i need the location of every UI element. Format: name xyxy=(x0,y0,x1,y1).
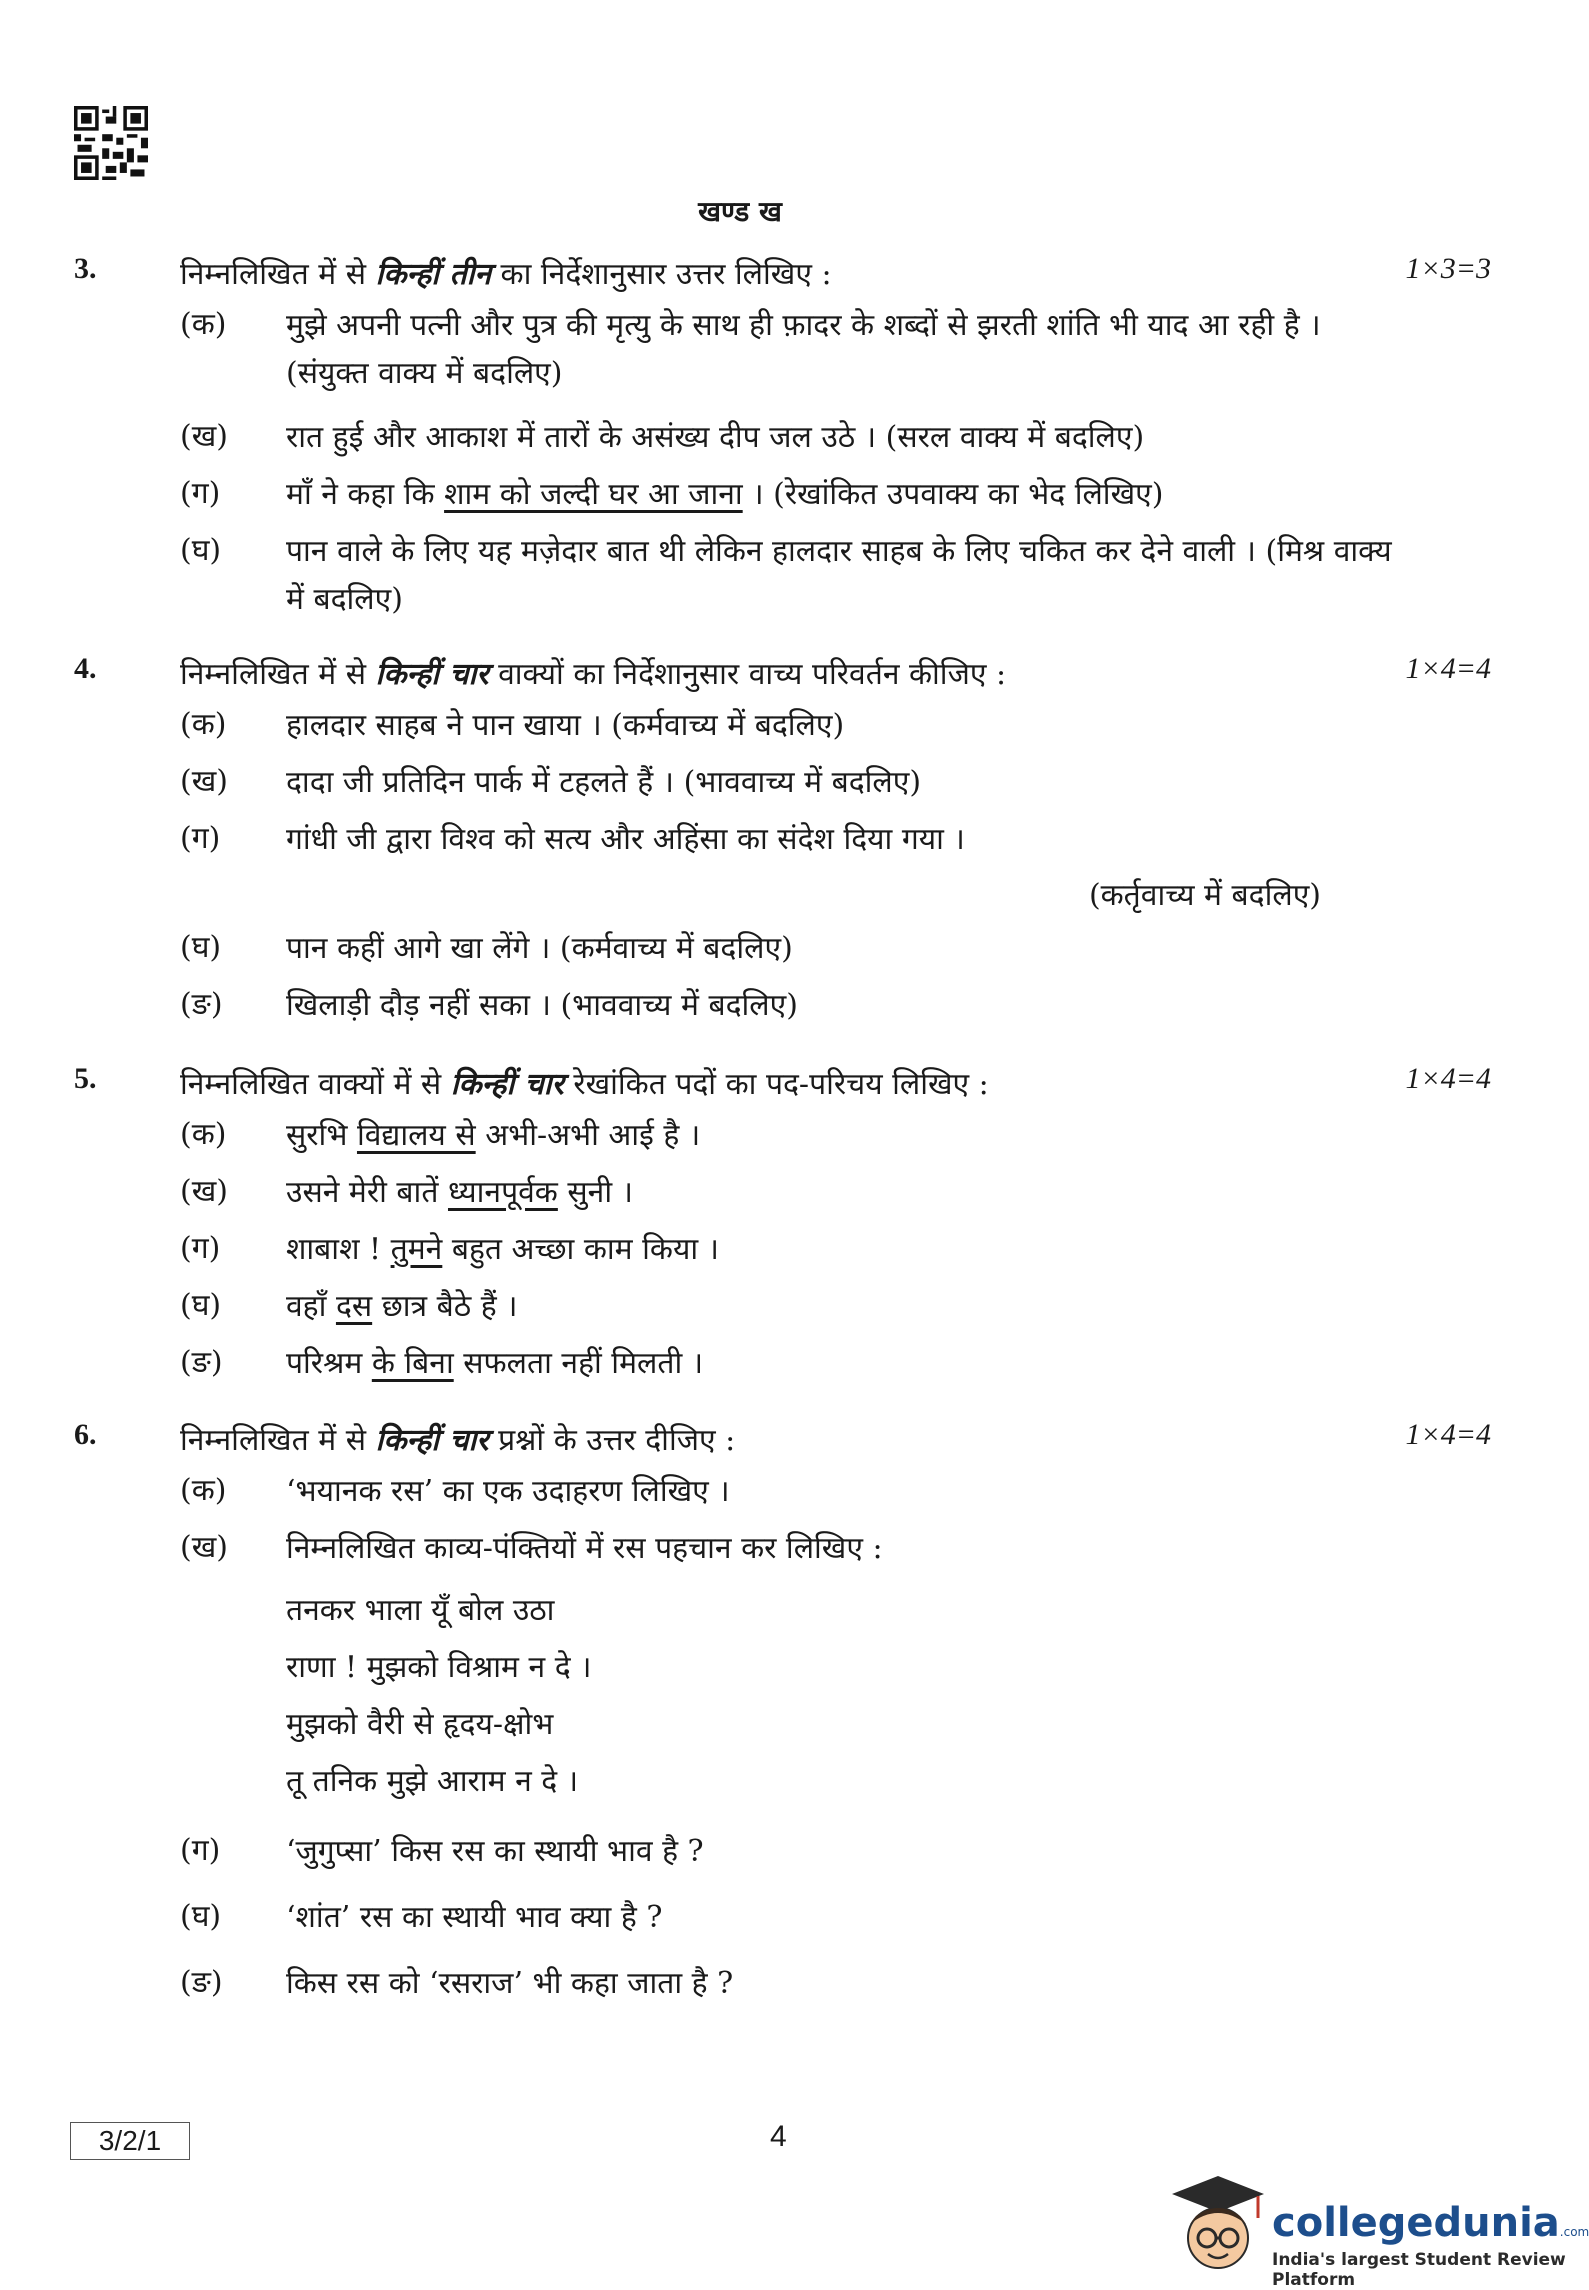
sub-question-gha xyxy=(0,1283,1571,1333)
sub-text: निम्नलिखित काव्य-पंक्तियों में रस पहचान कर लिखिए : xyxy=(286,1531,883,1566)
sub-label: (ख) xyxy=(180,1174,228,1209)
question-6 xyxy=(0,1418,1571,2017)
sub-text: माँ ने कहा कि शाम को जल्दी घर आ जाना । (रेखांकित उपवाक्य का भेद लिखिए) xyxy=(286,477,1164,512)
poem-line: मुझको वैरी से हृदय-क्षोभ xyxy=(286,1707,554,1742)
sub-label: (ङ) xyxy=(180,1965,223,2000)
sub-question-kha xyxy=(0,1525,1571,1575)
poem-line: तू तनिक मुझे आराम न दे । xyxy=(286,1764,579,1799)
sub-label: (ग) xyxy=(180,1833,221,1868)
question-number: 6. xyxy=(74,1418,97,1451)
sub-text: रात हुई और आकाश में तारों के असंख्य दीप जल उठे । (सरल वाक्य में बदलिए) xyxy=(286,420,1145,455)
sub-text: शाबाश ! तुमने बहुत अच्छा काम किया । xyxy=(286,1232,720,1267)
underlined-clause: शाम को जल्दी घर आ जाना xyxy=(444,477,743,512)
sub-label: (ङ) xyxy=(180,1345,223,1380)
question-text: निम्नलिखित वाक्यों में से किन्हीं चार रेखांकित पदों का पद-परिचय लिखिए : xyxy=(180,1067,989,1102)
sub-question-ka xyxy=(0,1468,1571,1518)
sub-text: ‘भयानक रस’ का एक उदाहरण लिखिए । xyxy=(286,1474,730,1509)
sub-label: (ख) xyxy=(180,764,228,799)
sub-question-nga xyxy=(0,1960,1571,2010)
sub-text: वहाँ दस छात्र बैठे हैं । xyxy=(286,1289,518,1324)
question-number: 4. xyxy=(74,652,97,685)
sub-text: ‘शांत’ रस का स्थायी भाव क्या है ? xyxy=(286,1900,663,1935)
sub-text: उसने मेरी बातें ध्यानपूर्वक सुनी । xyxy=(286,1175,634,1210)
sub-question-ga xyxy=(0,816,1571,866)
sub-question-nga xyxy=(0,982,1571,1032)
sub-text: सुरभि विद्यालय से अभी-अभी आई है । xyxy=(286,1118,701,1153)
sub-label: (ग) xyxy=(180,1231,221,1266)
qr-code xyxy=(74,106,148,180)
question-number: 3. xyxy=(74,252,97,285)
sub-label: (ग) xyxy=(180,476,221,511)
sub-label: (घ) xyxy=(180,930,222,965)
question-marks: 1×3=3 xyxy=(1405,252,1491,285)
question-text: निम्नलिखित में से किन्हीं चार वाक्यों का निर्देशानुसार वाच्य परिवर्तन कीजिए : xyxy=(180,657,1007,692)
sub-label: (ग) xyxy=(180,821,221,856)
sub-question-ga xyxy=(0,1226,1571,1276)
underlined-word: के बिना xyxy=(371,1346,454,1381)
sub-label: (ङ) xyxy=(180,987,223,1022)
sub-text: गांधी जी द्वारा विश्व को सत्य और अहिंसा का संदेश दिया गया । xyxy=(286,822,965,857)
emphasis: किन्हीं चार xyxy=(375,657,489,692)
emphasis: किन्हीं तीन xyxy=(375,257,491,292)
underlined-word: ध्यानपूर्वक xyxy=(447,1175,558,1210)
sub-question-ka xyxy=(0,302,1571,407)
underlined-word: तुमने xyxy=(390,1232,443,1267)
question-number: 5. xyxy=(74,1062,97,1095)
sub-question-ka xyxy=(0,702,1571,752)
sub-question-ka xyxy=(0,1112,1571,1162)
sub-text: पान वाले के लिए यह मज़ेदार बात थी लेकिन हालदार साहब के लिए चकित कर देने वाली । (मिश्र वाक्य में बदलिए) xyxy=(286,534,1392,617)
question-marks: 1×4=4 xyxy=(1405,1418,1491,1451)
brand-tagline: India's largest Student Review Platform xyxy=(1272,2250,1566,2290)
sub-question-gha xyxy=(0,925,1571,975)
question-marks: 1×4=4 xyxy=(1405,1062,1491,1095)
sub-text: पान कहीं आगे खा लेंगे । (कर्मवाच्य में बदलिए) xyxy=(286,931,793,966)
sub-question-gha xyxy=(0,528,1571,633)
sub-instruction: (कर्तृवाच्य में बदलिए) xyxy=(1088,878,1321,913)
underlined-word: विद्यालय से xyxy=(356,1118,476,1153)
paper-code: 3/2/1 xyxy=(70,2122,190,2160)
emphasis: किन्हीं चार xyxy=(450,1067,564,1102)
sub-question-kha xyxy=(0,1169,1571,1219)
student-mascot-icon xyxy=(1170,2172,1266,2282)
section-title: खण्ड ख xyxy=(698,195,782,228)
brand-name: collegedunia.com xyxy=(1272,2200,1589,2246)
sub-label: (ख) xyxy=(180,1530,228,1565)
poem-line: तनकर भाला यूँ बोल उठा xyxy=(286,1593,555,1628)
question-5 xyxy=(0,1062,1571,1397)
sub-label: (क) xyxy=(180,707,227,742)
brand-watermark xyxy=(1170,2200,1589,2290)
sub-label: (घ) xyxy=(180,1288,222,1323)
poem-line: राणा ! मुझको विश्राम न दे । xyxy=(286,1650,592,1685)
question-marks: 1×4=4 xyxy=(1405,652,1491,685)
sub-label: (क) xyxy=(180,1117,227,1152)
sub-label: (घ) xyxy=(180,1899,222,1934)
sub-label: (घ) xyxy=(180,533,222,568)
sub-text: दादा जी प्रतिदिन पार्क में टहलते हैं । (भाववाच्य में बदलिए) xyxy=(286,765,922,800)
sub-label: (क) xyxy=(180,307,227,342)
sub-text: हालदार साहब ने पान खाया । (कर्मवाच्य में बदलिए) xyxy=(286,708,845,743)
sub-question-gha xyxy=(0,1894,1571,1944)
sub-text: खिलाड़ी दौड़ नहीं सका । (भाववाच्य में बदलिए) xyxy=(286,988,798,1023)
poem-lines xyxy=(286,1582,1571,1810)
question-4 xyxy=(0,652,1571,1039)
sub-label: (ख) xyxy=(180,419,228,454)
sub-text: ‘जुगुप्सा’ किस रस का स्थायी भाव है ? xyxy=(286,1834,704,1869)
sub-text: मुझे अपनी पत्नी और पुत्र की मृत्यु के साथ ही फ़ादर के शब्दों से झरती शांति भी याद आ रही है । (संयुक्त वाक्य में बदलिए) xyxy=(286,308,1321,391)
emphasis: किन्हीं चार xyxy=(375,1423,489,1458)
sub-question-kha xyxy=(0,414,1571,464)
sub-label: (क) xyxy=(180,1473,227,1508)
page-number: 4 xyxy=(770,2120,787,2153)
sub-text: परिश्रम के बिना सफलता नहीं मिलती । xyxy=(286,1346,704,1381)
sub-question-ga xyxy=(0,471,1571,521)
question-text: निम्नलिखित में से किन्हीं तीन का निर्देशानुसार उत्तर लिखिए : xyxy=(180,257,832,292)
sub-text: किस रस को ‘रसराज’ भी कहा जाता है ? xyxy=(286,1966,734,2001)
sub-question-nga xyxy=(0,1340,1571,1390)
question-3 xyxy=(0,252,1571,640)
question-text: निम्नलिखित में से किन्हीं चार प्रश्नों के उत्तर दीजिए : xyxy=(180,1423,736,1458)
underlined-word: दस xyxy=(335,1289,373,1324)
sub-question-ga xyxy=(0,1828,1571,1878)
sub-question-kha xyxy=(0,759,1571,809)
